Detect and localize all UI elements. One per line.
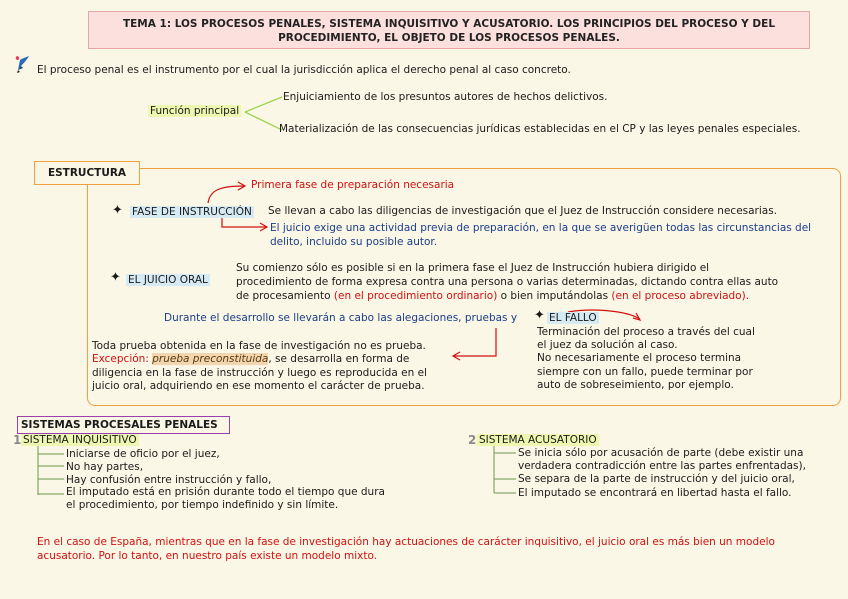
prueba-line-2-rest: , se desarrolla en forma de [268,353,410,366]
fallo-line: siempre con un fallo, puede terminar por [537,365,753,378]
estructura-label: ESTRUCTURA [34,161,140,185]
conclusion [37,535,775,563]
fallo-line: No necesariamente el proceso termina [537,352,742,365]
acusatorio-items [518,447,806,500]
list-item: Se separa de la parte de instrucción y del juicio oral, [518,473,795,486]
funcion-item-1: Enjuiciamiento de los presuntos autores de hechos delictivos. [283,91,608,103]
list-item: Hay confusión entre instrucción y fallo, [66,473,272,486]
list-item: Se inicia sólo por acusación de parte (debe existir una [518,447,804,459]
sparkle-icon: ✦ [534,308,545,323]
inquisitivo-tree [36,446,68,502]
instruccion-note-2: delito, incluido su posible autor. [270,236,438,248]
instruccion-label: FASE DE INSTRUCCIÓN [132,206,252,218]
inquisitivo-label: SISTEMA INQUISITIVO [23,434,137,446]
sparkle-icon: ✦ [110,270,121,285]
funcion-label: Función principal [150,105,240,117]
oral-text-d: (en el proceso abreviado). [611,290,750,302]
acusatorio-tree [492,446,520,496]
prueba-block [92,340,427,394]
prueba-line-4: juicio oral, adquiriendo en ese momento el carácter de prueba. [92,380,425,393]
fallo-line: el juez da solución al caso. [537,339,678,352]
funcion-item-2: Materialización de las consecuencias jurídicas establecidas en el CP y las leyes penales especiales. [279,123,801,135]
prueba-line-2 [92,353,427,366]
oral-text-b: (en el procedimiento ordinario) [333,290,498,302]
fallo-label: EL FALLO [549,312,597,324]
juicio-oral-line-3 [236,290,749,302]
oral-text-c: o bien imputándolas [500,290,609,302]
acusatorio-label: SISTEMA ACUSATORIO [479,434,597,446]
prueba-line-1: Toda prueba obtenida en la fase de investigación no es prueba. [92,340,426,352]
list-item: Iniciarse de oficio por el juez, [66,448,220,460]
juicio-oral-label: EL JUICIO ORAL [128,274,208,286]
list-item: No hay partes, [66,460,144,473]
number-two-icon: 2 [468,433,477,447]
instruccion-text: Se llevan a cabo las diligencias de investigación que el Juez de Instrucción considere necesarias. [268,205,778,217]
fallo-description [537,326,755,392]
sistemas-title: SISTEMAS PROCESALES PENALES [17,416,230,434]
prueba-line-3: diligencia en la fase de instrucción y luego es reproducida en el [92,366,427,379]
page-title: TEMA 1: LOS PROCESOS PENALES, SISTEMA INQUISITIVO Y ACUSATORIO. LOS PRINCIPIOS DEL PROCESO Y DEL PROCEDIMIENTO, EL OBJETO DE LOS PROCESOS PENALES. [88,11,810,49]
intro-text: El proceso penal es el instrumento por el cual la jurisdicción aplica el derecho penal al caso concreto. [37,64,571,76]
oral-text-a: de procesamiento [236,290,331,302]
conclusion-line-1: En el caso de España, mientras que en la fase de investigación hay actuaciones de carácter inquisitivo, el juicio oral es más bien un modelo [37,536,775,548]
list-item: El imputado se encontrará en libertad hasta el fallo. [518,486,792,499]
list-item: el procedimiento, por tiempo indefinido y sin límite. [66,499,339,512]
excepcion-label: Excepción: [92,353,149,366]
instruccion-note-1: El juicio exige una actividad previa de preparación, en la que se averigüen todas las circunstancias del [270,222,812,234]
primera-fase-text: Primera fase de preparación necesaria [251,179,455,191]
inquisitivo-items [66,448,385,512]
list-item: verdadera contradicción entre las partes enfrentadas), [518,460,806,473]
prueba-preconstituida: prueba preconstituida [152,353,269,366]
durante-text: Durante el desarrollo se llevarán a cabo las alegaciones, pruebas y [164,312,518,324]
fallo-line: Terminación del proceso a través del cual [537,326,755,338]
conclusion-line-2: acusatorio. Por lo tanto, en nuestro país existe un modelo mixto. [37,550,378,562]
fallo-line: auto de sobreseimiento, por ejemplo. [537,378,734,391]
juicio-oral-line-2: procedimiento de forma expresa contra una persona o varias determinadas, dictando contra ellas auto [236,276,779,288]
list-item: El imputado está en prisión durante todo el tiempo que dura [66,486,385,499]
sparkle-icon: ✦ [112,203,123,218]
number-one-icon: 1 [13,433,22,447]
juicio-oral-line-1: Su comienzo sólo es posible si en la primera fase el Juez de Instrucción hubiera dirigido el [236,262,710,274]
